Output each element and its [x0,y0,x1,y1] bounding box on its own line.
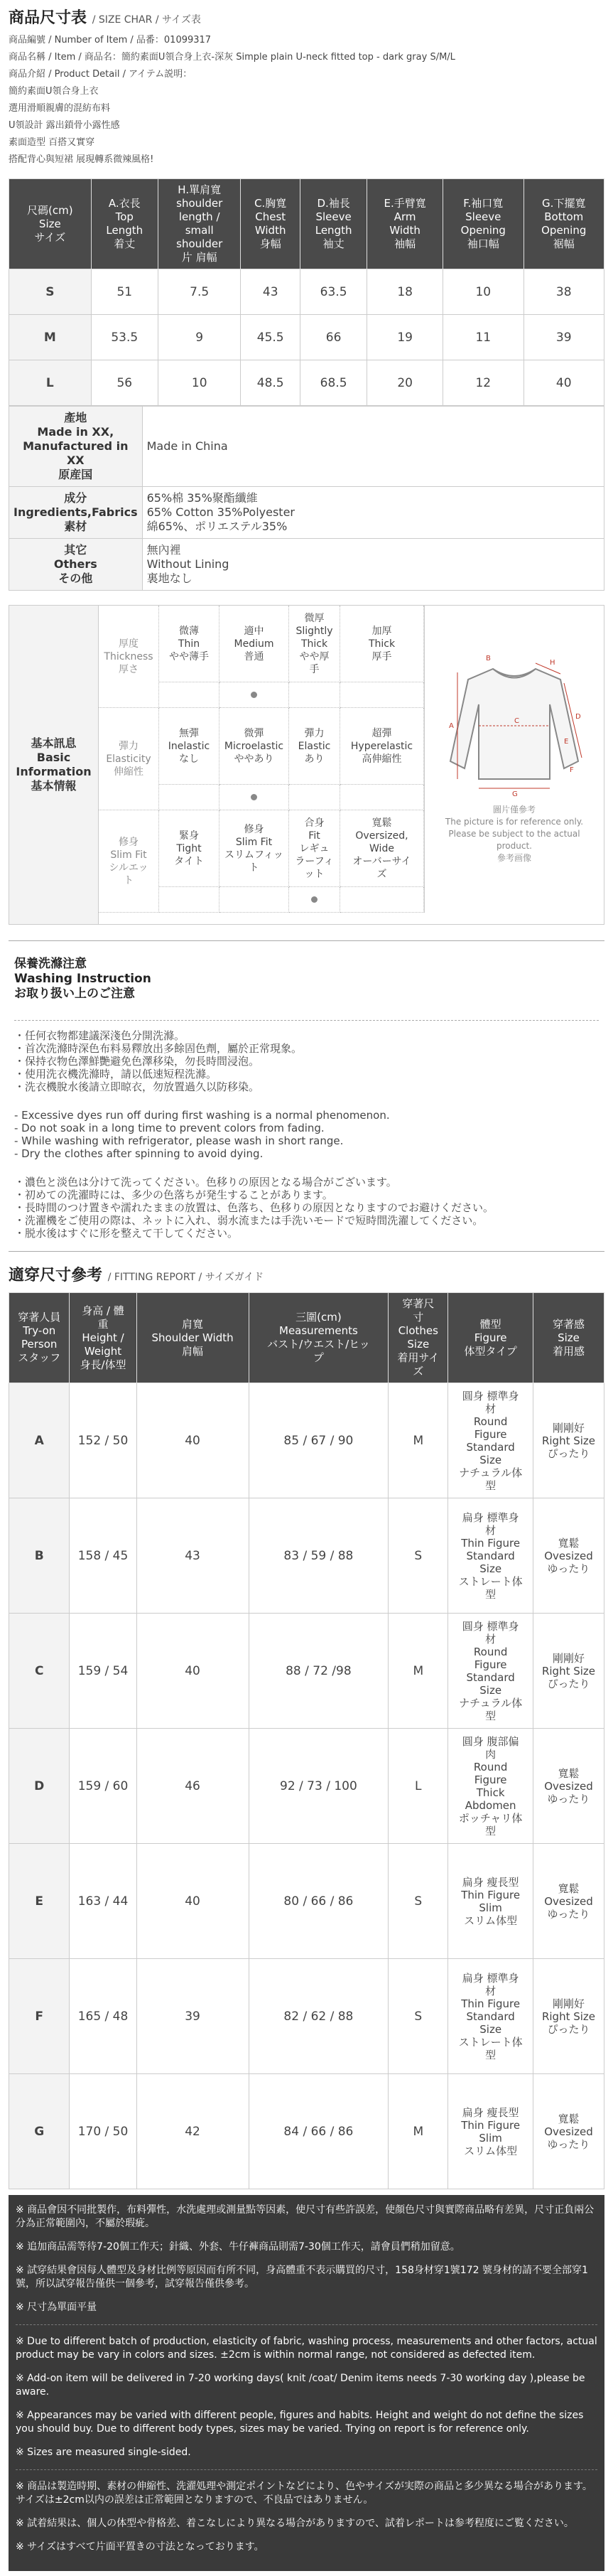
wash-line-en: - Excessive dyes run off during first washing is a normal phenomenon. [14,1109,390,1122]
wash-line-zh: ・任何衣物都建議深淺色分開洗滌。 [14,1029,185,1042]
size-table-header-cell: F.袖口寬 Sleeve Opening 袖口幅 [443,179,524,269]
size-value: 18 [367,269,443,315]
size-value: 51 [91,269,158,315]
product-info-line: U領設計 露出鎖骨小露性感 [9,120,120,131]
fitting-shoulder: 43 [136,1498,249,1614]
wash-line-ja: ・濃色と淡色は分けて洗ってください。色移りの原因となる場合がございます。 [14,1176,397,1188]
info-value: 65%棉 35%聚酯纖維 65% Cotton 35%Polyester 綿65%、ポリエステル35% [142,487,604,539]
fitting-measurements: 85 / 67 / 90 [249,1383,389,1498]
fitting-person: D [9,1729,70,1844]
basic-option: 超彈 Hyperelastic 高伸縮性 [340,708,424,785]
basic-info-label: 基本訊息 Basic Information 基本情報 [9,606,99,924]
basic-option: 寬鬆 Oversized, Wide オーバーサイ ズ [340,810,424,887]
fitting-figure: 扁身 瘦長型 Thin Figure Slim スリム体型 [448,2074,533,2189]
note-en: ※ Sizes are measured single-sided. [16,2447,191,2458]
fitting-feel: 寬鬆 Ovesized ゆったり [533,2074,604,2189]
product-info-line: 商品名稱 / Item / 商品名：簡約素面U領合身上衣-深灰 Simple plain U-neck fitted top - dark gray S/M/L [9,52,455,63]
basic-option: 修身 Slim Fit スリムフィッ ト [219,810,289,887]
fitting-row [9,2074,604,2189]
basic-option-marker [219,887,289,913]
fitting-header-cell: 肩寬 Shoulder Width 肩幅 [136,1293,249,1383]
basic-option-marker [159,887,219,913]
fitting-header-cell: 穿著感 Size 着用感 [533,1293,604,1383]
fitting-figure: 圓身 腹部偏 肉 Round Figure Thick Abdomen ポッチャリ体 型 [448,1729,533,1844]
fitting-figure: 圓身 標準身 材 Round Figure Standard Size ナチュラル体 型 [448,1614,533,1729]
notes-separator [16,2324,597,2325]
washing-block [9,940,604,1252]
wash-line-ja: ・長時間のつけ置きや濡れたままの放置は、色落ち、色移りの原因となりますのでお避けください。 [14,1201,494,1214]
size-chart-title-text: 商品尺寸表 [9,9,87,27]
fitting-height-weight: 158 / 45 [70,1498,136,1614]
notes-block [9,2195,604,2571]
size-value: 19 [367,315,443,360]
basic-option: 微薄 Thin やや薄手 [159,606,219,682]
basic-option-marker [219,785,289,810]
fitting-figure: 扁身 標準身 材 Thin Figure Standard Size ストレート体 型 [448,1959,533,2074]
fitting-figure: 扁身 標準身 材 Thin Figure Standard Size ストレート体 型 [448,1498,533,1614]
size-label: L [9,360,92,406]
selected-dot-icon [251,692,257,698]
wash-line-en: - While washing with refrigerator, please wash in short range. [14,1134,344,1147]
fitting-measurements: 84 / 66 / 86 [249,2074,389,2189]
size-table-header-cell: C.胸寬 Chest Width 身幅 [241,179,300,269]
fitting-title [9,1263,604,1285]
figure-note: 圖片僅參考 The picture is for reference only. Please be subject to the actual product. 參考画像 [445,804,584,863]
fitting-measurements: 82 / 62 / 88 [249,1959,389,2074]
info-row [9,539,604,591]
fitting-table-header [9,1293,604,1383]
note-ja: ※ サイズはすべて片面平置きの寸法となっております。 [16,2541,264,2553]
basic-option-marker [340,682,424,708]
size-table-body [9,269,604,406]
size-table-header-cell: A.衣長 Top Length 着丈 [91,179,158,269]
note-en: ※ Due to different batch of production, elasticity of fabric, washing process, measurements and other factors, actual product may be vary in colors and sizes. ±2cm is within normal range, not considered as defected item. [16,2336,597,2361]
fitting-row [9,1614,604,1729]
size-table-header-cell: 尺碼(cm) Size サイズ [9,179,92,269]
size-value: 66 [300,315,367,360]
wash-line-en: - Do not soak in a long time to prevent colors from fading. [14,1122,325,1134]
figure-letter-h: H [550,658,555,667]
wash-line-zh: ・首次洗滌時深色布料易釋放出多餘固色劑，屬於正常現象。 [14,1042,303,1055]
wash-line-ja: ・初めての洗濯時には、多少の色落ちが発生することがあります。 [14,1188,333,1201]
note-en: ※ Appearances may be varied with different people, figures and habits. Height and weight do not define the sizes you should buy. Due to different body types, sizes may be varied. Trying on report is for reference only. [16,2410,584,2435]
size-value: 53.5 [91,315,158,360]
fitting-shoulder: 40 [136,1614,249,1729]
basic-option: 適中 Medium 普通 [219,606,289,682]
fitting-feel: 剛剛好 Right Size ぴったり [533,1383,604,1498]
notes-separator [16,2469,597,2470]
size-table-header-cell: E.手臂寬 Arm Width 袖幅 [367,179,443,269]
basic-option-marker [289,785,340,810]
fitting-table [9,1292,604,2189]
figure-letter-e: E [564,737,569,746]
wash-line-zh: ・洗衣機脫水後請立即晾衣，勿放置過久以防移染。 [14,1080,260,1093]
fitting-size: M [389,2074,448,2189]
size-value: 68.5 [300,360,367,406]
info-row [9,407,604,487]
fitting-height-weight: 163 / 44 [70,1844,136,1959]
size-value: 40 [524,360,604,406]
fitting-feel: 寬鬆 Ovesized ゆったり [533,1729,604,1844]
spacer [14,1093,599,1109]
fitting-header-cell: 身高 / 體 重 Height / Weight 身長/体型 [70,1293,136,1383]
basic-option-marker [159,785,219,810]
wash-line-ja: ・洗濯機をご使用の際は、ネットに入れ、弱水流または手洗いモードで短時間洗濯してください。 [14,1214,484,1227]
washing-list [14,1020,599,1240]
selected-dot-icon [251,794,257,800]
basic-option: 微厚 Slightly Thick やや厚 手 [289,606,340,682]
figure-letter-d: D [575,712,581,721]
note-zh: ※ 尺寸為單面平量 [16,2302,97,2313]
figure-letter-a: A [449,721,454,730]
fitting-row [9,1959,604,2074]
basic-option-marker [340,785,424,810]
note-zh: ※ 試穿結果會因每人體型及身材比例等原因而有所不同，身高體重不表示購買的尺寸，158身材穿1號172 號身材的請不要全部穿1號，所以試穿報告僅供一個參考，試穿報告僅供參考。 [16,2265,588,2290]
fitting-row [9,1498,604,1614]
fitting-feel: 寬鬆 Ovesized ゆったり [533,1498,604,1614]
size-value: 48.5 [241,360,300,406]
info-label: 產地 Made in XX, Manufactured in XX 原産国 [9,407,143,487]
size-chart-subtitle: / SIZE CHAR / サイズ表 [92,14,201,26]
note-ja: ※ 商品は製造時期、素材の伸縮性、洗濯処理や測定ポイントなどにより、色やサイズが実際の商品と多少異なる場合があります。サイズは±2cm以内の誤差は正常範囲となりますので、不良品ではありません。 [16,2481,592,2506]
product-info-line: 素面造型 百搭又實穿 [9,137,95,148]
product-info-line: 商品編號 / Number of Item / 品番：01099317 [9,35,212,45]
fitting-size: L [389,1729,448,1844]
fitting-height-weight: 170 / 50 [70,2074,136,2189]
info-value: Made in China [142,407,604,487]
fitting-height-weight: 159 / 54 [70,1614,136,1729]
note-en: ※ Add-on item will be delivered in 7-20 working days( knit /coat/ Denim items needs 7-30 working day ),please be aware. [16,2373,585,2398]
fitting-feel: 寬鬆 Ovesized ゆったり [533,1844,604,1959]
product-info-lines [9,32,604,168]
size-table-header-cell: G.下擺寬 Bottom Opening 裾幅 [524,179,604,269]
fitting-title-text: 適穿尺寸參考 [9,1267,103,1284]
fitting-height-weight: 159 / 60 [70,1729,136,1844]
sweater-diagram-icon [443,655,585,797]
selected-dot-icon [311,896,318,903]
fitting-feel: 剛剛好 Right Size ぴったり [533,1959,604,2074]
size-table-header-cell: H.單肩寬 shoulder length / small shoulder 片 肩幅 [158,179,240,269]
fitting-size: M [389,1383,448,1498]
fitting-height-weight: 152 / 50 [70,1383,136,1498]
size-value: 7.5 [158,269,240,315]
size-value: 9 [158,315,240,360]
basic-option-marker [289,682,340,708]
size-value: 39 [524,315,604,360]
basic-category: 修身 Slim Fit シルエッ ト [99,810,159,913]
fitting-measurements: 80 / 66 / 86 [249,1844,389,1959]
fitting-figure: 扁身 瘦長型 Thin Figure Slim スリム体型 [448,1844,533,1959]
fitting-measurements: 92 / 73 / 100 [249,1729,389,1844]
wash-line-zh: ・使用洗衣機洗滌時，請以低速短程洗滌。 [14,1068,217,1080]
fitting-header-cell: 穿著人員 Try-on Person スタッフ [9,1293,70,1383]
fitting-header-cell: 三圍(cm) Measurements バスト/ウエスト/ヒッ プ [249,1293,389,1383]
washing-title: 保養洗滌注意 Washing Instruction お取り扱い上のご注意 [14,957,151,1001]
basic-option: 無彈 Inelastic なし [159,708,219,785]
fitting-size: S [389,1844,448,1959]
info-table [9,406,604,591]
info-row [9,487,604,539]
fitting-row [9,1383,604,1498]
size-value: 45.5 [241,315,300,360]
fitting-shoulder: 46 [136,1729,249,1844]
basic-option: 彈力 Elastic あり [289,708,340,785]
fitting-size: S [389,1959,448,2074]
note-ja: ※ 試着結果は、個人の体型や骨格差、着こなしにより異なる場合がありますので、試着レポートは参考程度にご覧ください。 [16,2518,574,2529]
fitting-subtitle: / FITTING REPORT / サイズガイド [107,1272,264,1283]
size-value: 10 [443,269,524,315]
size-value: 20 [367,360,443,406]
wash-line-ja: ・脱水後はすぐに形を整えて干してください。 [14,1227,239,1240]
size-table-header-cell: D.袖長 Sleeve Length 袖丈 [300,179,367,269]
info-label: 成分 Ingredients,Fabrics 素材 [9,487,143,539]
fitting-size: M [389,1614,448,1729]
fitting-shoulder: 40 [136,1844,249,1959]
basic-info-block [9,605,604,925]
basic-option: 合身 Fit レギュ ラーフィ ット [289,810,340,887]
basic-option: 加厚 Thick 厚手 [340,606,424,682]
garment-figure [424,606,604,913]
fitting-measurements: 88 / 72 /98 [249,1614,389,1729]
size-table-row [9,269,604,315]
figure-letter-f: F [570,766,574,774]
fitting-person: C [9,1614,70,1729]
info-label: 其它 Others その他 [9,539,143,591]
fitting-shoulder: 42 [136,2074,249,2189]
size-table [9,178,604,406]
info-value: 無內裡 Without Lining 裏地なし [142,539,604,591]
size-value: 56 [91,360,158,406]
note-zh: ※ 追加商品需等待7-20個工作天；針織、外套、牛仔褲商品則需7-30個工作天，請會員們稍加留意。 [16,2241,460,2253]
size-label: M [9,315,92,360]
size-value: 10 [158,360,240,406]
fitting-row [9,1729,604,1844]
size-table-header [9,179,604,269]
fitting-measurements: 83 / 59 / 88 [249,1498,389,1614]
wash-line-zh: ・保持衣物色澤鮮艷避免色澤移染，勿長時間浸泡。 [14,1055,260,1068]
product-info-line: 搭配背心與短裙 展現轉系微辣風格! [9,154,154,165]
basic-option-marker [340,887,424,913]
basic-option-marker [289,887,340,913]
size-value: 11 [443,315,524,360]
fitting-feel: 剛剛好 Right Size ぴったり [533,1614,604,1729]
fitting-size: S [389,1498,448,1614]
basic-category: 彈力 Elasticity 伸縮性 [99,708,159,810]
fitting-person: B [9,1498,70,1614]
size-chart-title [9,6,604,28]
basic-option-marker [219,682,289,708]
basic-option: 緊身 Tight タイト [159,810,219,887]
size-value: 12 [443,360,524,406]
fitting-shoulder: 39 [136,1959,249,2074]
size-table-row [9,360,604,406]
product-info-line: 選用滑順親膚的混紡布料 [9,103,111,114]
size-value: 63.5 [300,269,367,315]
figure-letter-g: G [512,790,518,797]
size-label: S [9,269,92,315]
basic-info-grid [99,606,604,924]
fitting-person: A [9,1383,70,1498]
product-info-line: 商品介紹 / Product Detail / アイテム説明： [9,69,192,80]
basic-option: 微彈 Microelastic ややあり [219,708,289,785]
product-info-line: 簡約素面U領合身上衣 [9,86,99,97]
fitting-person: G [9,2074,70,2189]
fitting-figure: 圓身 標準身 材 Round Figure Standard Size ナチュラル体 型 [448,1383,533,1498]
fitting-header-cell: 穿著尺 寸 Clothes Size 着用サイ ズ [389,1293,448,1383]
figure-letter-c: C [514,717,519,725]
size-value: 38 [524,269,604,315]
size-value: 43 [241,269,300,315]
fitting-row [9,1844,604,1959]
note-zh: ※ 商品會因不同批製作，布料彈性，水洗處理或測量點等因素，使尺寸有些許誤差，使顏色尺寸與實際商品略有差異，尺寸正負兩公分為正常範圍內，不屬於瑕疵。 [16,2204,595,2229]
basic-category: 厚度 Thickness 厚さ [99,606,159,708]
fitting-height-weight: 165 / 48 [70,1959,136,2074]
fitting-table-body [9,1383,604,2189]
size-table-row [9,315,604,360]
fitting-person: E [9,1844,70,1959]
basic-option-marker [159,682,219,708]
fitting-person: F [9,1959,70,2074]
wash-line-en: - Dry the clothes after spinning to avoid dying. [14,1147,264,1160]
fitting-shoulder: 40 [136,1383,249,1498]
fitting-header-cell: 體型 Figure 体型タイプ [448,1293,533,1383]
figure-letter-b: B [486,654,491,662]
spacer [14,1160,599,1176]
